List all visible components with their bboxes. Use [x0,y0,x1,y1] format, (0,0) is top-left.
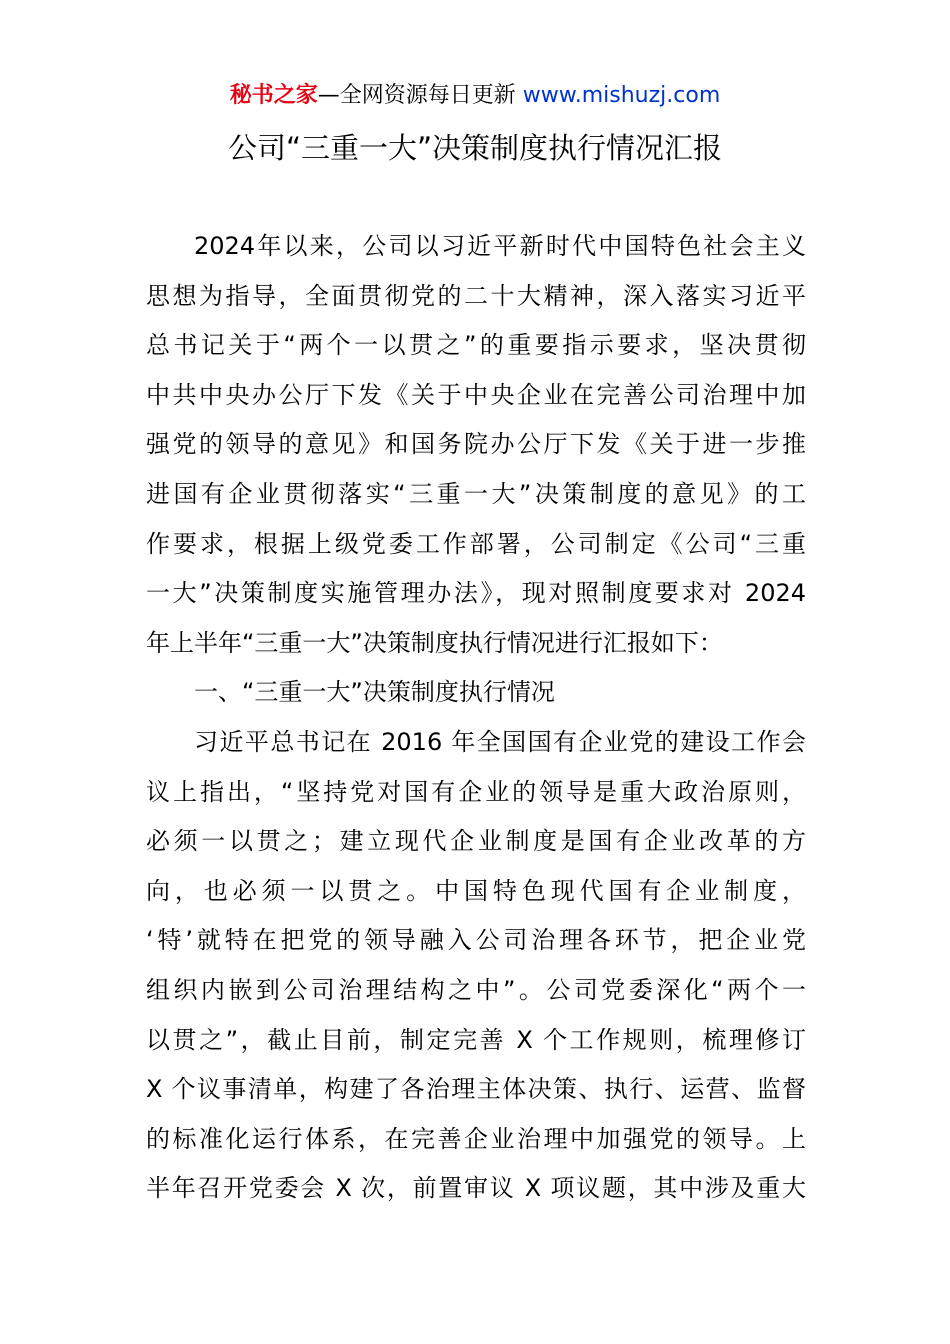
body-line: 作要求，根据上级党委工作部署，公司制定《公司“三重 [146,529,806,558]
body-line: 2024年以来，公司以习近平新时代中国特色社会主义 [194,232,806,260]
body-line: 组织内嵌到公司治理结构之中”。公司党委深化“两个一 [146,975,806,1004]
document-title: 公司“三重一大”决策制度执行情况汇报 [227,131,723,165]
body-line: 半年召开党委会 X 次，前置审议 X 项议题，其中涉及重大 [146,1174,806,1203]
section-heading: 一、“三重一大”决策制度执行情况 [194,678,555,707]
body-line: 强党的领导的意见》和国务院办公厅下发《关于进一步推 [146,430,806,459]
document-body [146,222,806,1214]
body-line: 一大”决策制度实施管理办法》，现对照制度要求对 2024 [146,579,806,608]
body-line: 中共中央办公厅下发《关于中央企业在完善公司治理中加 [146,380,806,409]
body-line: 的标准化运行体系，在完善企业治理中加强党的领导。上 [146,1124,806,1153]
body-line: 思想为指导，全面贯彻党的二十大精神，深入落实习近平 [146,281,806,310]
body-line: 总书记关于“两个一以贯之”的重要指示要求，坚决贯彻 [146,331,806,360]
body-line: 习近平总书记在 2016 年全国国有企业党的建设工作会 [194,727,806,756]
site-tagline: —全网资源每日更新 [317,83,523,108]
body-line: 年上半年“三重一大”决策制度执行情况进行汇报如下： [146,628,723,657]
body-line: ‘特’就特在把党的领导融入公司治理各环节，把企业党 [146,926,806,955]
site-brand: 秘书之家 [229,83,318,108]
body-line: X 个议事清单，构建了各治理主体决策、执行、运营、监督 [146,1075,806,1104]
body-line: 以贯之”，截止目前，制定完善 X 个工作规则，梳理修订 [146,1025,806,1054]
site-header [0,80,950,112]
body-line: 进国有企业贯彻落实“三重一大”决策制度的意见》的工 [146,479,806,508]
body-line: 必须一以贯之；建立现代企业制度是国有企业改革的方 [146,827,806,856]
body-line: 向，也必须一以贯之。中国特色现代国有企业制度， [146,876,806,905]
body-line: 议上指出，“坚持党对国有企业的领导是重大政治原则， [146,777,806,806]
site-url-link[interactable]: www.mishuzj.com [522,83,721,108]
